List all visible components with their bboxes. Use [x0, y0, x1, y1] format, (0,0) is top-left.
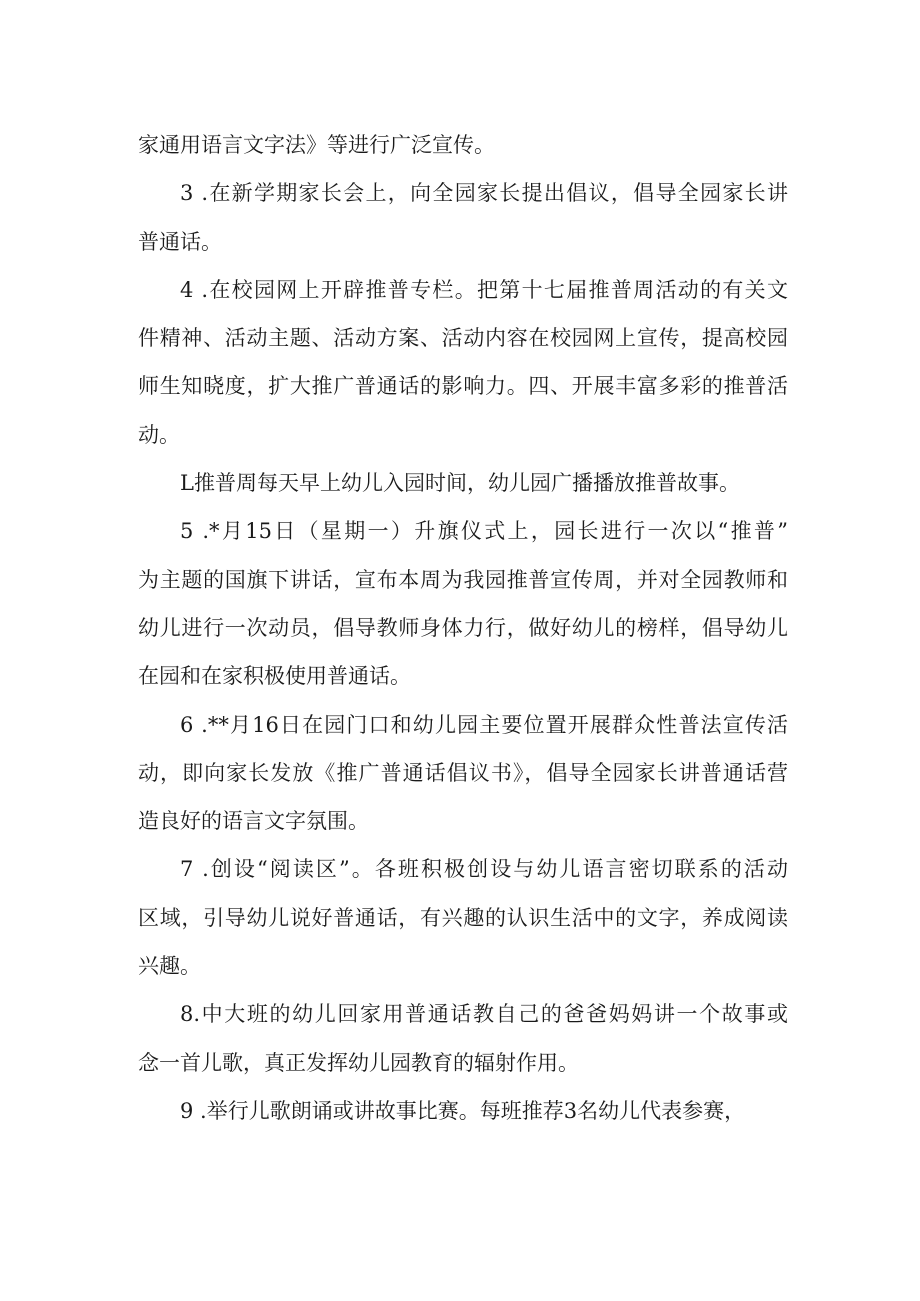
text-line: 念一首儿歌，真正发挥幼儿园教育的辐射作用。	[138, 1050, 579, 1075]
text-line: 普通话。	[138, 229, 222, 254]
text-line: 动。	[138, 422, 180, 447]
paragraph	[138, 1087, 788, 1135]
document-page	[138, 121, 788, 1135]
text-line: 7 .创设“阅读区”。各班积极创设与幼儿语言密切联系的活动	[180, 857, 788, 882]
text-line: 在园和在家积极使用普通话。	[138, 664, 411, 689]
paragraph	[138, 701, 788, 846]
paragraph	[138, 507, 788, 700]
text-line: 9 .举行儿歌朗诵或讲故事比赛。每班推荐3名幼儿代表参赛，	[180, 1098, 746, 1123]
text-line: 造良好的语言文字氛围。	[138, 809, 369, 834]
text-line: 家通用语言文字法》等进行广泛宣传。	[138, 133, 495, 157]
text-line: 8.中大班的幼儿回家用普通话教自己的爸爸妈妈讲一个故事或	[180, 1002, 788, 1027]
text-line: 幼儿进行一次动员，倡导教师身体力行，做好幼儿的榜样，倡导幼儿	[138, 615, 788, 640]
paragraph	[138, 266, 788, 459]
text-line: 4 .在校园网上开辟推普专栏。把第十七届推普周活动的有关文	[180, 277, 788, 302]
text-line: 件精神、活动主题、活动方案、活动内容在校园网上宣传，提高校园	[138, 326, 788, 351]
text-line: 为主题的国旗下讲话，宣布本周为我园推普宣传周，并对全园教师和	[138, 567, 788, 592]
text-line: 5 .*月15日（星期一）升旗仪式上，园长进行一次以“推普”	[180, 519, 788, 544]
paragraph	[138, 990, 788, 1087]
text-line: 师生知晓度，扩大推广普通话的影响力。四、开展丰富多彩的推普活	[138, 374, 788, 399]
paragraph	[138, 845, 788, 990]
text-line: 3 .在新学期家长会上，向全园家长提出倡议，倡导全园家长讲	[180, 181, 788, 206]
text-line: L推普周每天早上幼儿入园时间，幼儿园广播播放推普故事。	[180, 471, 740, 496]
paragraph	[138, 121, 788, 169]
text-line: 动，即向家长发放《推广普通话倡议书》，倡导全园家长讲普通话营	[138, 760, 788, 785]
paragraph	[138, 169, 788, 266]
text-line: 6 .**月16日在园门口和幼儿园主要位置开展群众性普法宣传活	[180, 712, 788, 737]
paragraph	[138, 459, 788, 507]
text-line: 区域，引导幼儿说好普通话，有兴趣的认识生活中的文字，养成阅读	[138, 905, 788, 930]
text-line: 兴趣。	[138, 954, 201, 979]
